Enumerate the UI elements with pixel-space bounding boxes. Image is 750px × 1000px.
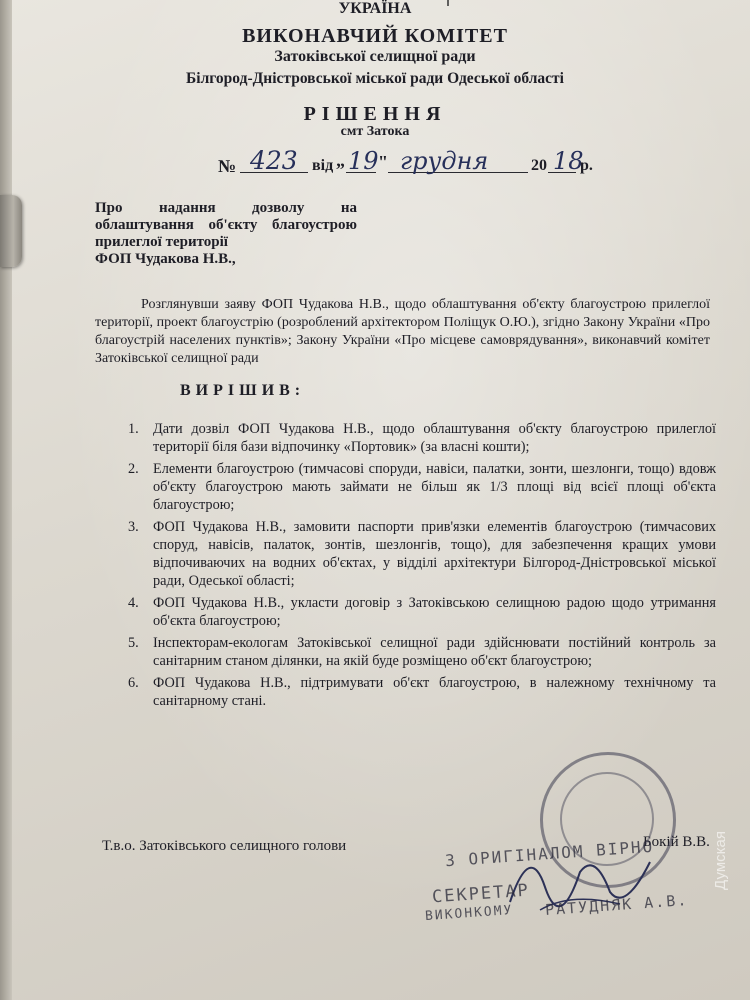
list-item: 3. ФОП Чудакова Н.В., замовити паспорти прив'язки елементів благоустрою (тимчасових споруд, навісів, палаток, зонтів, шезлонгів, тощо), для забезпечення кращих умови відпочиваючих на водних об'єктах, у відділі архітектури Білгород-Дністровської міської ради, Одеської області;: [128, 519, 716, 589]
number-sign: №: [218, 156, 237, 176]
signatory-name: Бокій В.В.: [643, 834, 710, 850]
number-date-line: № 423 від „ 19 " грудня 20 18 р.: [218, 146, 593, 176]
stamp-certified-copy: З ОРИГІНАЛОМ ВІРНО: [444, 836, 655, 871]
preamble-paragraph: Розглянувши заяву ФОП Чудакова Н.В., щодо облаштування об'єкту благоустрою прилеглої території, проект благоустрію (розроблений архітектором Поліщук О.Ю.), згідно Закону України «Про благоустрій населених пунктів»; Закону України «Про місцеве самоврядування», виконавчий комітет Затоківської селищної ради: [95, 297, 710, 366]
decision-subject: Про надання дозволу на облаштування об'єкту благоустрою прилеглої території ФОП Чудакова Н.В.,: [95, 200, 357, 267]
stamp-secretary: СЕКРЕТАР: [431, 880, 531, 908]
signatory-title: Т.в.о. Затоківського селищного голови: [102, 838, 347, 854]
from-label: від: [312, 157, 334, 174]
resolution-items: [128, 420, 716, 714]
council-name: Затоківської селищної ради: [274, 48, 476, 65]
binder-clip: [0, 195, 22, 267]
stamp-name: РАТУДНЯК А.В.: [544, 891, 689, 919]
decision-month: грудня: [400, 147, 489, 175]
resolved-heading: ВИРІШИВ:: [180, 382, 306, 399]
district-name: Білгород-Дністровської міської ради Одеської області: [186, 70, 564, 87]
place-name: смт Затока: [340, 124, 410, 139]
decision-title: РІШЕННЯ: [303, 103, 447, 125]
year-unit: р.: [580, 157, 593, 174]
list-item: 1. Дати дозвіл ФОП Чудакова Н.В., щодо облаштування об'єкту благоустрою прилеглої території біля бази відпочинку «Портовик» (за власні кошти);: [128, 421, 716, 455]
decision-year: 18: [553, 147, 584, 175]
country-heading: УКРАЇНА: [338, 0, 412, 17]
list-item: 5. Інспекторам-екологам Затоківської селищної ради здійснювати постійний контроль за санітарним станом ділянки, на якій буде розміщено об'єкт благоустрою;: [128, 635, 716, 669]
list-item: 4. ФОП Чудакова Н.В., укласти договір з Затоківською селищною радою щодо утримання об'єкта благоустрою;: [128, 595, 716, 629]
executive-committee-heading: ВИКОНАВЧИЙ КОМІТЕТ: [242, 25, 508, 47]
decision-day: 19: [348, 147, 379, 175]
list-item: 2. Елементи благоустрою (тимчасові споруди, навіси, палатки, зонти, шезлонги, тощо) вдовж об'єкту благоустрою мають займати не більш як 1/3 площі від всієї площі об'єкта благоустрою;: [128, 461, 716, 513]
year-prefix: 20: [531, 157, 547, 174]
list-item: 6. ФОП Чудакова Н.В., підтримувати об'єкт благоустрою, в належному технічному та санітарному стані.: [128, 675, 716, 709]
decision-number: 423: [250, 146, 298, 175]
stamp-executive: ВИКОНКОМУ: [424, 902, 514, 925]
watermark: Думская: [712, 831, 729, 890]
